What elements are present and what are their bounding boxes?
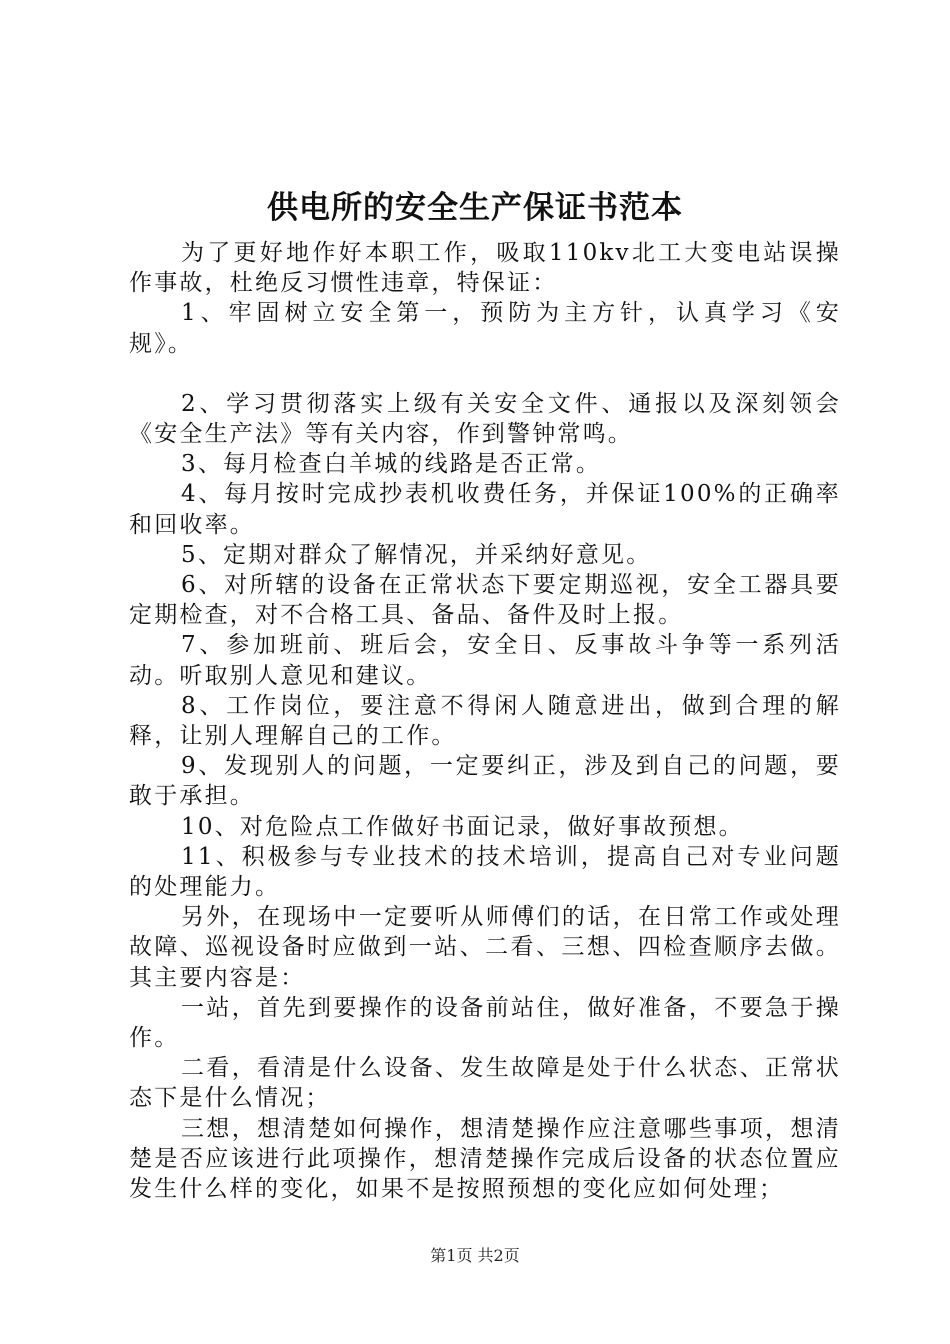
pledge-item-1: 1、牢固树立安全第一，预防为主方针，认真学习《安规》。 (129, 300, 841, 357)
pledge-item-5: 5、定期对群众了解情况，并采纳好意见。 (181, 541, 652, 568)
intro-paragraph: 为了更好地作好本职工作，吸取110kv北工大变电站误操作事故，杜绝反习惯性违章，特保证： (129, 240, 841, 297)
pledge-item-6: 6、对所辖的设备在正常状态下要定期巡视，安全工器具要定期检查，对不合格工具、备品、备件及时上报。 (129, 572, 841, 629)
step-three-think: 三想，想清楚如何操作，想清楚操作应注意哪些事项，想清楚是否应该进行此项操作，想清楚操作完成后设备的状态位置应发生什么样的变化，如果不是按照预想的变化应如何处理； (129, 1115, 841, 1203)
pledge-item-4: 4、每月按时完成抄表机收费任务，并保证100%的正确率和回收率。 (129, 481, 841, 538)
step-one-stand: 一站，首先到要操作的设备前站住，做好准备，不要急于操作。 (129, 994, 841, 1052)
pledge-item-3: 3、每月检查白羊城的线路是否正常。 (181, 451, 602, 478)
additional-paragraph: 另外，在现场中一定要听从师傅们的话，在日常工作或处理故障、巡视设备时应做到一站、二看、三想、四检查顺序去做。其主要内容是： (129, 904, 841, 991)
pledge-item-7: 7、参加班前、班后会，安全日、反事故斗争等一系列活动。听取别人意见和建议。 (129, 632, 841, 689)
page-footer: 第1页 共2页 (430, 1246, 520, 1265)
pledge-item-2: 2、学习贯彻落实上级有关安全文件、通报以及深刻领会《安全生产法》等有关内容，作到警钟常鸣。 (129, 390, 841, 448)
document-body (129, 238, 841, 1204)
pledge-item-10: 10、对危险点工作做好书面记录，做好事故预想。 (181, 813, 744, 840)
pledge-item-8: 8、工作岗位，要注意不得闲人随意进出，做到合理的解释，让别人理解自己的工作。 (129, 692, 841, 750)
pledge-item-11: 11、积极参与专业技术的技术培训，提高自己对专业问题的处理能力。 (129, 843, 841, 901)
step-two-look: 二看，看清是什么设备、发生故障是处于什么状态、正常状态下是什么情况； (129, 1055, 841, 1112)
pledge-item-9: 9、发现别人的问题，一定要纠正，涉及到自己的问题，要敢于承担。 (129, 753, 841, 810)
document-title: 供电所的安全生产保证书范本 (267, 190, 683, 226)
